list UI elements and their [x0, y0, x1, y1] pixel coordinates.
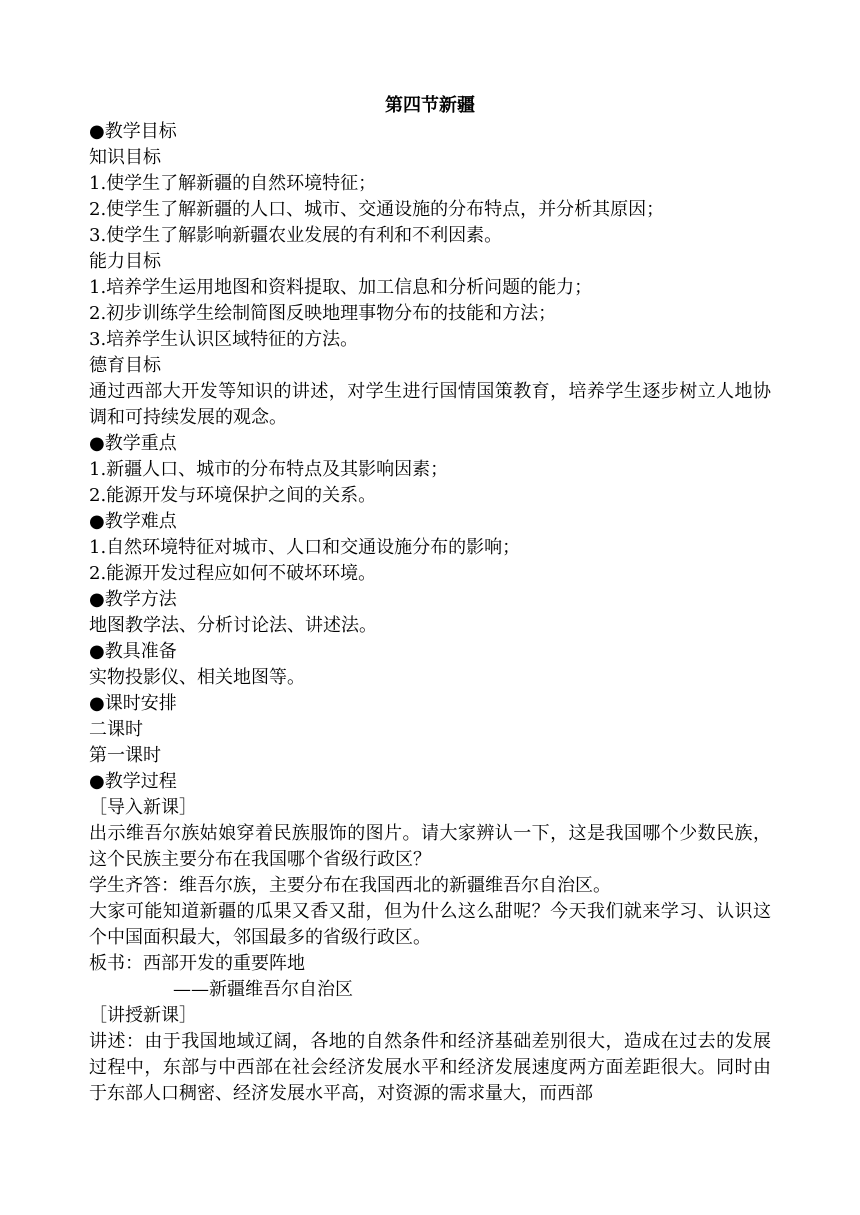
- paragraph: 通过西部大开发等知识的讲述，对学生进行国情国策教育，培养学生逐步树立人地协调和可持续发展的观念。: [89, 381, 771, 428]
- list-item: 3.培养学生认识区域特征的方法。: [89, 329, 359, 350]
- section-heading-schedule: ●课时安排: [89, 693, 177, 714]
- list-item: 2.初步训练学生绘制简图反映地理事物分布的技能和方法；: [89, 303, 557, 324]
- list-item: 1.培养学生运用地图和资料提取、加工信息和分析问题的能力；: [89, 277, 593, 298]
- section-heading-methods: ●教学方法: [89, 589, 177, 610]
- paragraph: 讲述：由于我国地域辽阔，各地的自然条件和经济基础差别很大，造成在过去的发展过程中，东部与中西部在社会经济发展水平和经济发展速度两方面差距很大。同时由于东部人口稠密、经济发展水平高，对资源的需求量大，而西部: [89, 1031, 771, 1104]
- page-title: 第四节新疆: [385, 95, 475, 116]
- list-item: 2.使学生了解新疆的人口、城市、交通设施的分布特点，并分析其原因；: [89, 199, 665, 220]
- board-writing: 板书：西部开发的重要阵地: [89, 953, 305, 974]
- body-line: 实物投影仪、相关地图等。: [89, 667, 305, 688]
- list-item: 1.使学生了解新疆的自然环境特征；: [89, 173, 377, 194]
- document-page: [89, 93, 771, 1107]
- list-item: 2.能源开发过程应如何不破坏环境。: [89, 563, 377, 584]
- section-heading-objectives: ●教学目标: [89, 121, 177, 142]
- list-item: 1.自然环境特征对城市、人口和交通设施分布的影响；: [89, 537, 521, 558]
- bracket-heading-intro: ［导入新课］: [89, 797, 197, 818]
- section-heading-process: ●教学过程: [89, 771, 177, 792]
- body-line: 学生齐答：维吾尔族，主要分布在我国西北的新疆维吾尔自治区。: [89, 875, 611, 896]
- body-line: 第一课时: [89, 745, 161, 766]
- bracket-heading-new-lesson: ［讲授新课］: [89, 1005, 197, 1026]
- body-line: 二课时: [89, 719, 143, 740]
- body-line: 地图教学法、分析讨论法、讲述法。: [89, 615, 377, 636]
- list-item: 2.能源开发与环境保护之间的关系。: [89, 485, 377, 506]
- paragraph: 大家可能知道新疆的瓜果又香又甜，但为什么这么甜呢？今天我们就来学习、认识这个中国面积最大，邻国最多的省级行政区。: [89, 901, 771, 948]
- board-writing-subtitle: ——新疆维吾尔自治区: [173, 979, 353, 1000]
- section-heading-materials: ●教具准备: [89, 641, 177, 662]
- list-item: 3.使学生了解影响新疆农业发展的有利和不利因素。: [89, 225, 503, 246]
- section-heading-difficulties: ●教学难点: [89, 511, 177, 532]
- subheading-ability-goals: 能力目标: [89, 251, 161, 272]
- paragraph: 出示维吾尔族姑娘穿着民族服饰的图片。请大家辨认一下，这是我国哪个少数民族，这个民族主要分布在我国哪个省级行政区？: [89, 823, 771, 870]
- subheading-knowledge-goals: 知识目标: [89, 147, 161, 168]
- subheading-moral-goals: 德育目标: [89, 355, 161, 376]
- section-heading-key-points: ●教学重点: [89, 433, 177, 454]
- list-item: 1.新疆人口、城市的分布特点及其影响因素；: [89, 459, 449, 480]
